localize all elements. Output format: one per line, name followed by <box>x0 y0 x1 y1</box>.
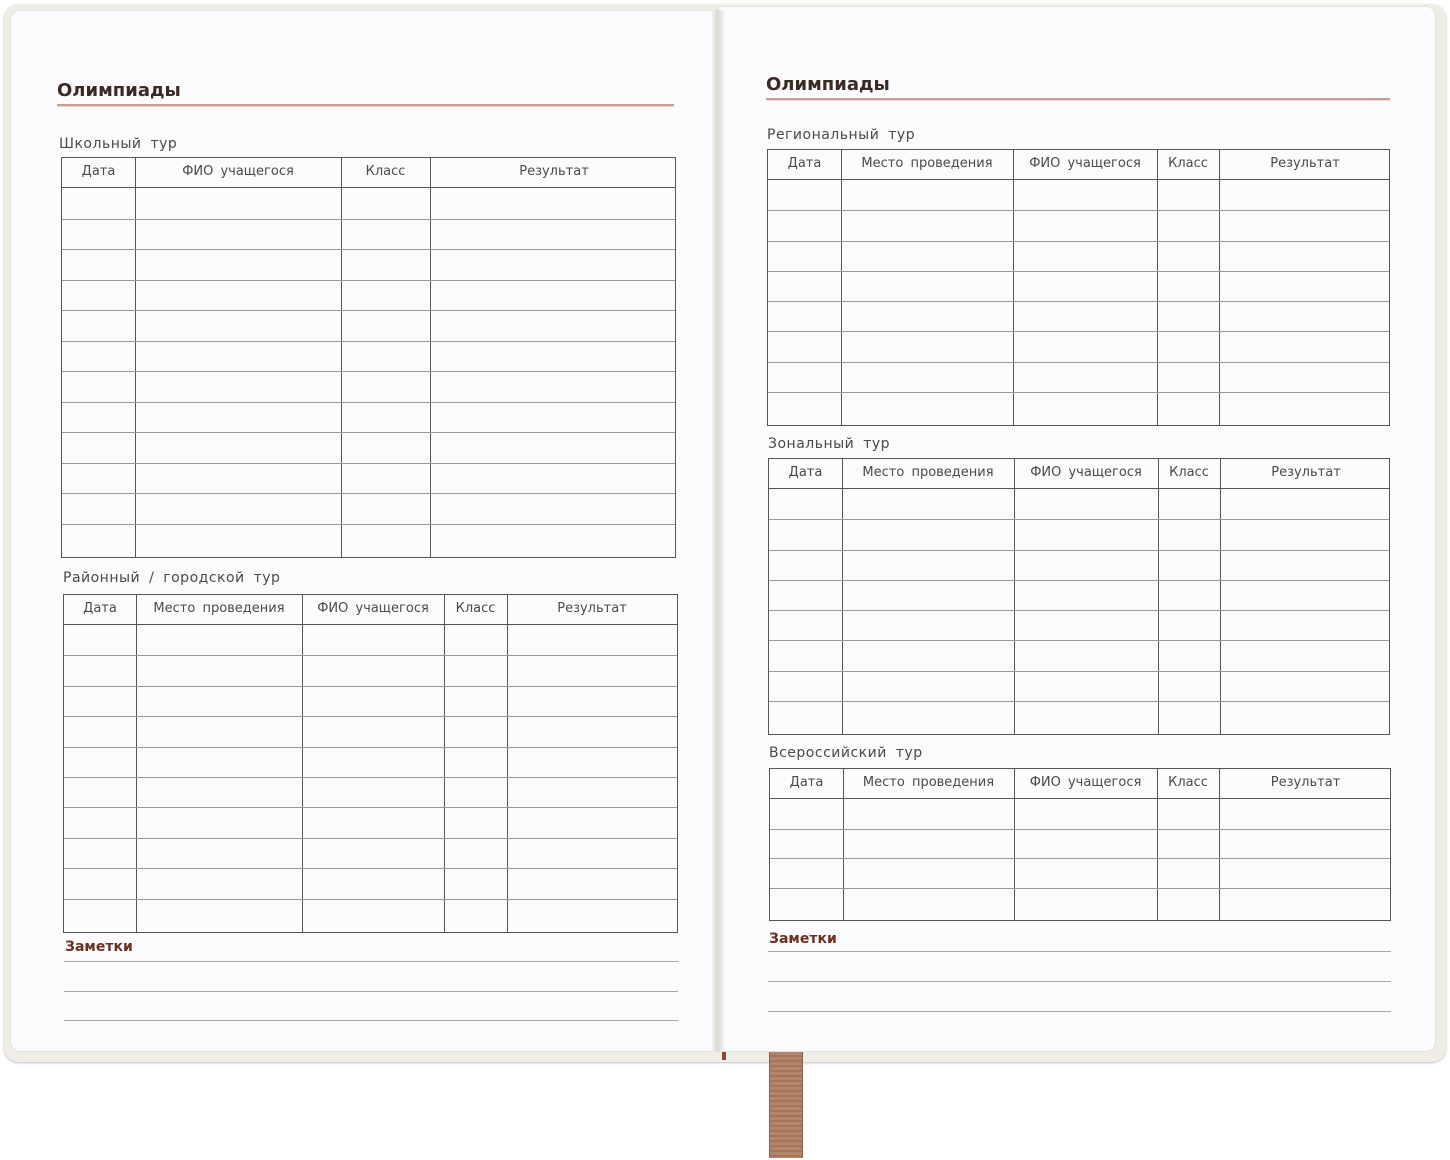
column-header: Дата <box>788 465 823 480</box>
column-divider <box>842 459 843 734</box>
column-header: Класс <box>455 601 496 616</box>
table-row[interactable] <box>62 280 675 281</box>
left-notes-label: Заметки <box>65 939 133 955</box>
left-note-line-3[interactable] <box>64 1020 678 1021</box>
table-row[interactable] <box>768 301 1389 302</box>
column-header: Дата <box>83 601 117 616</box>
column-header: Дата <box>787 156 822 171</box>
table-row[interactable] <box>62 463 675 464</box>
bookmark-ribbon[interactable] <box>769 1052 803 1158</box>
left-heading-rule <box>57 104 674 107</box>
table-row[interactable] <box>768 362 1389 363</box>
table-row[interactable] <box>768 392 1389 393</box>
table-row[interactable] <box>64 807 677 808</box>
column-header: Место проведения <box>861 156 993 171</box>
table-row[interactable] <box>770 829 1390 830</box>
column-divider <box>1013 150 1014 425</box>
section-label-regional: Региональный тур <box>767 127 916 143</box>
ribbon-anchor <box>722 1052 726 1060</box>
table-row[interactable] <box>62 341 675 342</box>
column-header: ФИО учащегося <box>1029 775 1142 790</box>
column-header: ФИО учащегося <box>317 601 429 616</box>
table-row[interactable] <box>62 524 675 525</box>
table-row[interactable] <box>64 838 677 839</box>
table-row[interactable] <box>769 519 1389 520</box>
table-row[interactable] <box>769 610 1389 611</box>
column-header: Класс <box>1169 465 1209 480</box>
column-header: Дата <box>789 775 824 790</box>
table-row[interactable] <box>62 371 675 372</box>
table-row[interactable] <box>64 716 677 717</box>
right-note-line-3[interactable] <box>768 1011 1391 1012</box>
table-row[interactable] <box>64 777 677 778</box>
table-row[interactable] <box>62 219 675 220</box>
right-page-title: Олимпиады <box>766 74 890 95</box>
column-divider <box>1220 459 1221 734</box>
table-row[interactable] <box>768 210 1389 211</box>
table-row[interactable] <box>768 271 1389 272</box>
column-header: Класс <box>1168 775 1208 790</box>
table-row[interactable] <box>770 888 1390 889</box>
column-header: Место проведения <box>862 465 994 480</box>
column-header: Результат <box>1271 465 1341 480</box>
section-label-district: Районный / городской тур <box>63 570 281 586</box>
table-row[interactable] <box>62 493 675 494</box>
table-regional-round[interactable] <box>767 149 1390 426</box>
table-school-round[interactable] <box>61 157 676 558</box>
column-header: ФИО учащегося <box>1029 156 1141 171</box>
table-row[interactable] <box>769 701 1389 702</box>
table-zonal-round[interactable] <box>768 458 1390 735</box>
table-district-round[interactable] <box>63 594 678 933</box>
column-header: Результат <box>519 164 589 179</box>
table-row[interactable] <box>64 868 677 869</box>
column-divider <box>1014 459 1015 734</box>
right-note-line-1[interactable] <box>768 951 1391 952</box>
table-row[interactable] <box>62 310 675 311</box>
left-note-line-2[interactable] <box>64 991 678 992</box>
table-row[interactable] <box>62 432 675 433</box>
right-note-line-2[interactable] <box>768 981 1391 982</box>
table-row[interactable] <box>769 671 1389 672</box>
column-divider <box>1219 150 1220 425</box>
table-row[interactable] <box>62 249 675 250</box>
column-divider <box>444 595 445 932</box>
table-row[interactable] <box>64 655 677 656</box>
column-header: ФИО учащегося <box>1030 465 1142 480</box>
column-header: Дата <box>81 164 116 179</box>
column-divider <box>302 595 303 932</box>
column-header: Класс <box>365 164 406 179</box>
column-divider <box>841 150 842 425</box>
section-label-national: Всероссийский тур <box>769 745 923 761</box>
left-note-line-1[interactable] <box>64 961 678 962</box>
table-row[interactable] <box>769 640 1389 641</box>
section-label-school: Школьный тур <box>59 136 178 152</box>
table-row[interactable] <box>768 331 1389 332</box>
column-divider <box>136 595 137 932</box>
table-row[interactable] <box>769 550 1389 551</box>
table-row[interactable] <box>64 899 677 900</box>
column-header: Место проведения <box>153 601 285 616</box>
right-notes-label: Заметки <box>769 931 837 947</box>
column-header: Место проведения <box>862 775 995 790</box>
table-row[interactable] <box>64 686 677 687</box>
column-divider <box>1158 459 1159 734</box>
column-header: Результат <box>557 601 627 616</box>
column-header: Результат <box>1270 156 1340 171</box>
book-gutter <box>712 10 724 1052</box>
column-divider <box>1157 150 1158 425</box>
section-label-zonal: Зональный тур <box>768 436 891 452</box>
table-row[interactable] <box>768 241 1389 242</box>
table-row[interactable] <box>769 580 1389 581</box>
right-heading-rule <box>766 98 1390 101</box>
table-row[interactable] <box>770 858 1390 859</box>
column-header: Класс <box>1168 156 1208 171</box>
table-row[interactable] <box>64 747 677 748</box>
table-national-round[interactable] <box>769 768 1391 921</box>
column-header: ФИО учащегося <box>182 164 294 179</box>
table-row[interactable] <box>62 402 675 403</box>
column-header: Результат <box>1270 775 1341 790</box>
left-page-title: Олимпиады <box>57 80 181 101</box>
column-divider <box>507 595 508 932</box>
